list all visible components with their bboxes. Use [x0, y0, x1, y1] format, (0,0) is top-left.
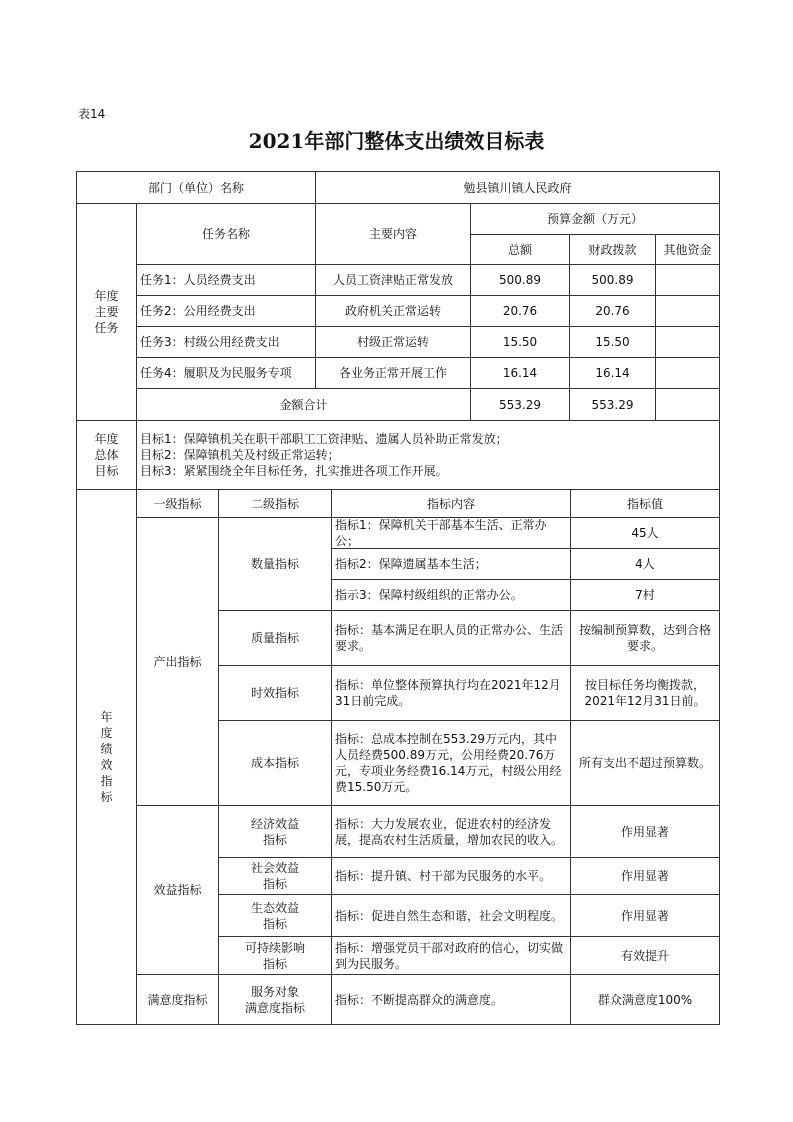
- indicator-value: 7村: [570, 579, 720, 611]
- task-other: [655, 326, 720, 358]
- indicator-value-header: 指标值: [570, 489, 720, 518]
- indicator-value: 45人: [570, 517, 720, 549]
- output-indicator: 产出指标: [136, 517, 219, 806]
- task-total: 15.50: [470, 326, 570, 358]
- level2-indicator: 成本指标: [218, 720, 332, 806]
- task-content: 村级正常运转: [315, 326, 471, 358]
- indicator-content: 指标1：保障机关干部基本生活、正常办公；: [331, 517, 571, 549]
- sum-label: 金额合计: [136, 388, 471, 421]
- indicator-value: 4人: [570, 548, 720, 580]
- task-content: 人员工资津贴正常发放: [315, 264, 471, 296]
- task-name: 任务4：履职及为民服务专项: [136, 357, 316, 389]
- level2-indicator: 质量指标: [218, 610, 332, 666]
- indicator-value: 按目标任务均衡拨款，2021年12月31日前。: [570, 665, 720, 721]
- perf-section-label: 年 度 绩 效 指 标: [76, 489, 137, 1025]
- sum-fiscal: 553.29: [569, 388, 656, 421]
- task-total: 16.14: [470, 357, 570, 389]
- task-total: 500.89: [470, 264, 570, 296]
- indicator-value: 作用显著: [570, 894, 720, 937]
- indicator-content: 指示3：保障村级组织的正常办公。: [331, 579, 571, 611]
- indicator-value: 有效提升: [570, 936, 720, 975]
- task-content: 政府机关正常运转: [315, 295, 471, 327]
- task-other: [655, 295, 720, 327]
- dept-name: 勉县镇川镇人民政府: [315, 171, 720, 204]
- fiscal-header: 财政拨款: [569, 234, 656, 265]
- task-other: [655, 264, 720, 296]
- task-name: 任务1：人员经费支出: [136, 264, 316, 296]
- other-header: 其他资金: [655, 234, 720, 265]
- tasks-section-label: 年度 主要 任务: [76, 203, 137, 421]
- indicator-content: 指标：增强党员干部对政府的信心，切实做到为民服务。: [331, 936, 571, 975]
- goals-text: 目标1：保障镇机关在职干部职工工资津贴、遗属人员补助正常发放； 目标2：保障镇机关及村级正常运转； 目标3：紧紧围绕全年目标任务，扎实推进各项工作开展。: [136, 420, 720, 490]
- task-fiscal: 16.14: [569, 357, 656, 389]
- task-name: 任务3：村级公用经费支出: [136, 326, 316, 358]
- indicator-value: 按编制预算数，达到合格要求。: [570, 610, 720, 666]
- budget-header: 预算金额（万元）: [470, 203, 720, 235]
- sum-total: 553.29: [470, 388, 570, 421]
- level2-indicator: 生态效益 指标: [218, 894, 332, 937]
- dept-label: 部门（单位）名称: [76, 171, 316, 204]
- page-title: 2021年部门整体支出绩效目标表: [248, 129, 545, 153]
- task-content: 各业务正常开展工作: [315, 357, 471, 389]
- level2-indicator: 数量指标: [218, 517, 332, 611]
- indicator-content: 指标：总成本控制在553.29万元内，其中人员经费500.89万元，公用经费20.76万元，专项业务经费16.14万元，村级公用经费15.50万元。: [331, 720, 571, 806]
- indicator-content: 指标：不断提高群众的满意度。: [331, 974, 571, 1025]
- level2-header: 二级指标: [218, 489, 332, 518]
- satisfaction-indicator: 满意度指标: [136, 974, 219, 1025]
- task-name: 任务2：公用经费支出: [136, 295, 316, 327]
- level2-indicator: 经济效益 指标: [218, 805, 332, 858]
- level2-indicator: 可持续影响 指标: [218, 936, 332, 975]
- benefit-indicator: 效益指标: [136, 805, 219, 975]
- indicator-content: 指标：促进自然生态和谐，社会文明程度。: [331, 894, 571, 937]
- task-fiscal: 20.76: [569, 295, 656, 327]
- task-total: 20.76: [470, 295, 570, 327]
- level2-indicator: 社会效益 指标: [218, 857, 332, 895]
- indicator-content: 指标：单位整体预算执行均在2021年12月31日前完成。: [331, 665, 571, 721]
- indicator-value: 群众满意度100%: [570, 974, 720, 1025]
- indicator-content: 指标2：保障遗属基本生活；: [331, 548, 571, 580]
- total-header: 总额: [470, 234, 570, 265]
- indicator-content: 指标：基本满足在职人员的正常办公、生活要求。: [331, 610, 571, 666]
- task-fiscal: 500.89: [569, 264, 656, 296]
- level2-indicator: 时效指标: [218, 665, 332, 721]
- indicator-value: 作用显著: [570, 805, 720, 858]
- indicator-value: 所有支出不超过预算数。: [570, 720, 720, 806]
- level2-indicator: 服务对象 满意度指标: [218, 974, 332, 1025]
- indicator-content: 指标：大力发展农业，促进农村的经济发展，提高农村生活质量，增加农民的收入。: [331, 805, 571, 858]
- table-number: 表14: [78, 107, 106, 121]
- task-name-header: 任务名称: [136, 203, 316, 265]
- sum-other: [655, 388, 720, 421]
- task-fiscal: 15.50: [569, 326, 656, 358]
- goals-section-label: 年度 总体 目标: [76, 420, 137, 490]
- indicator-content: 指标：提升镇、村干部为民服务的水平。: [331, 857, 571, 895]
- indicator-content-header: 指标内容: [331, 489, 571, 518]
- indicator-value: 作用显著: [570, 857, 720, 895]
- content-header: 主要内容: [315, 203, 471, 265]
- level1-header: 一级指标: [136, 489, 219, 518]
- task-other: [655, 357, 720, 389]
